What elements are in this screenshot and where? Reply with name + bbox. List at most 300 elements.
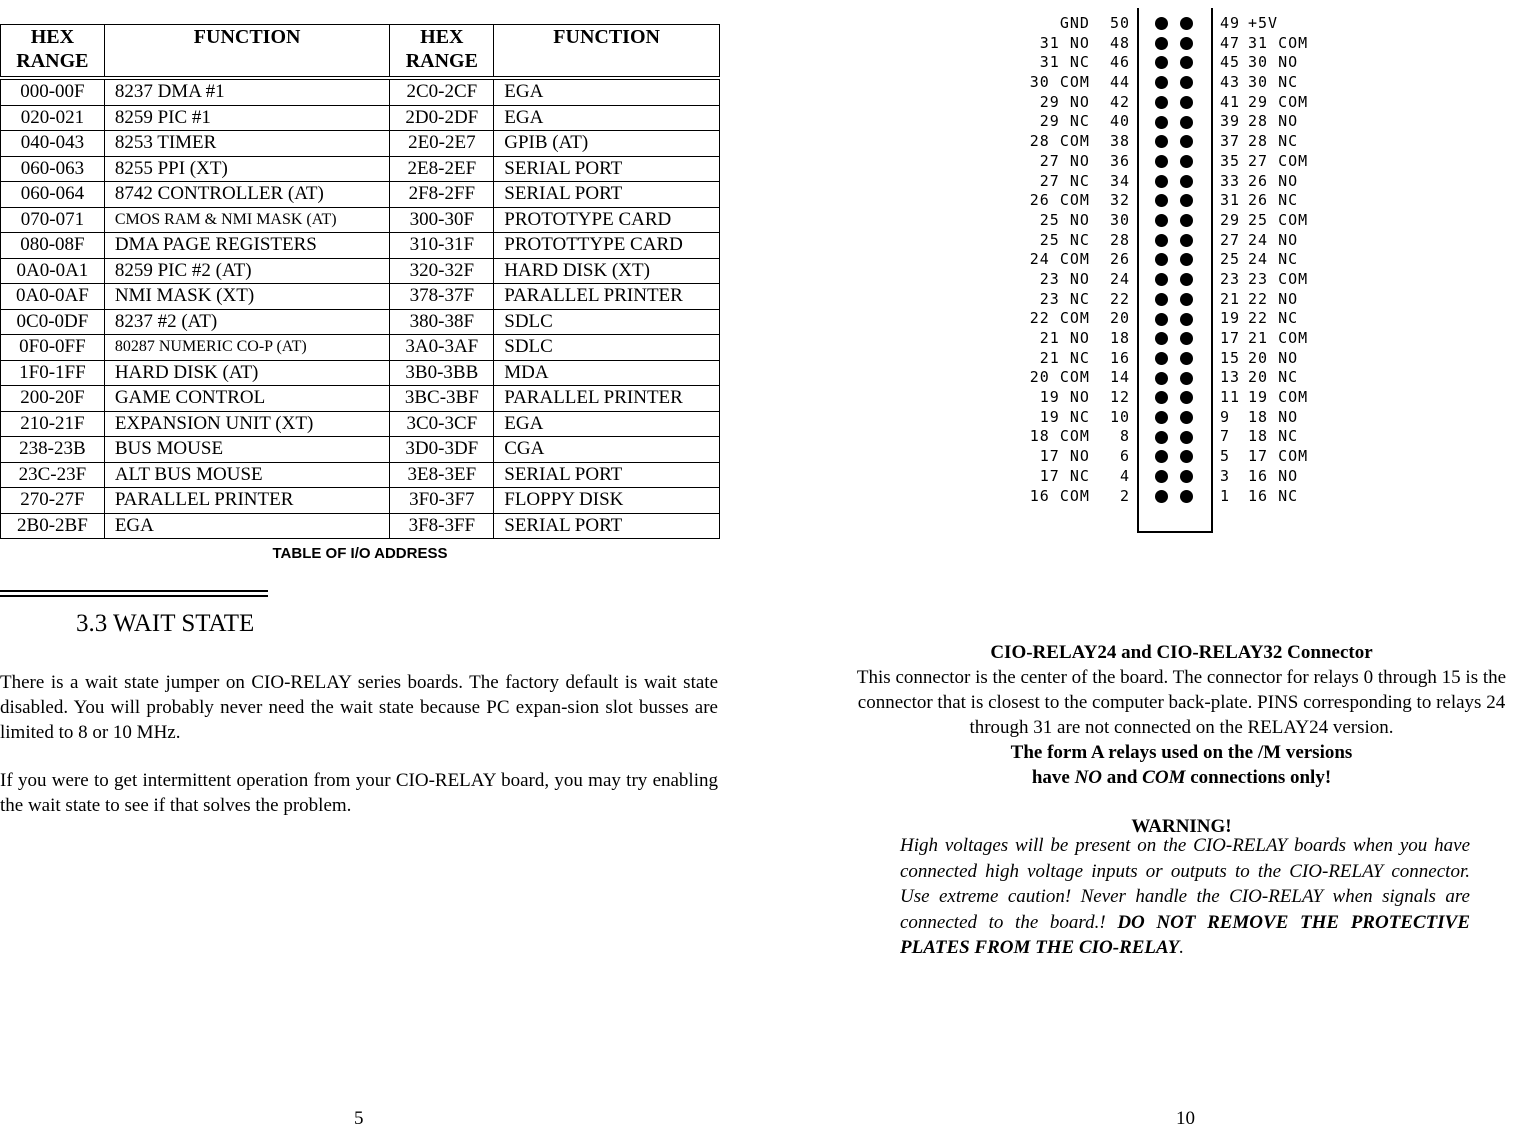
hex-range-cell: 210-21F [1,411,105,437]
pin-signal: 18 COM [1029,427,1090,446]
table-header-row [1,25,720,79]
pin-dot [1155,194,1168,207]
hex-range-cell: 060-064 [1,182,105,208]
pin-number: 32 [1110,191,1131,210]
pin-dot [1155,411,1168,424]
pin-dot [1180,175,1193,188]
pin-number: 19 [1220,309,1241,328]
pin-number: 37 [1220,132,1241,151]
pin-number: 1 [1220,486,1231,505]
table-row [1,488,720,514]
connector-left-pin-label [1020,211,1130,231]
connector-title: CIO-RELAY24 and CIO-RELAY32 Connector [990,642,1373,663]
io-address-table [0,24,720,539]
connector-left-pin-label [1020,93,1130,113]
connector-left-pin-label [1020,250,1130,270]
pin-signal: 20 NC [1248,368,1299,387]
hex-range-cell: 0C0-0DF [1,309,105,335]
hex-range-cell: 070-071 [1,207,105,233]
pin-dot [1155,490,1168,503]
pin-number: 16 [1110,348,1131,367]
table-row [1,207,720,233]
function-cell: EGA [494,78,720,105]
pin-dot [1180,372,1193,385]
function-cell: SDLC [494,335,720,361]
connector-left-pin-label [1020,388,1130,408]
warning-end: . [1179,937,1184,958]
table-row [1,309,720,335]
function-cell: SERIAL PORT [494,513,720,539]
pin-number: 43 [1220,73,1241,92]
hex-range-cell: 3E8-3EF [390,462,494,488]
pin-dot [1155,116,1168,129]
pin-signal: 21 COM [1248,329,1309,347]
pin-dot [1155,37,1168,50]
hex-range-cell: 080-08F [1,233,105,259]
pin-dot [1155,135,1168,148]
hex-range-cell: 060-063 [1,156,105,182]
connector-right-pin-label [1220,53,1360,73]
connector-right-pin-label [1220,408,1360,428]
pin-signal: 30 NC [1248,73,1299,92]
function-cell: CGA [494,437,720,463]
pin-number: 8 [1119,427,1130,446]
table-body [1,78,720,539]
connector-right-pin-label [1220,368,1360,388]
note-have: have [1031,767,1075,788]
pin-number: 48 [1110,33,1131,52]
connector-left-labels [1020,14,1130,506]
pin-number: 31 [1220,191,1241,210]
hex-range-cell: 2B0-2BF [1,513,105,539]
pin-dot [1180,116,1193,129]
warning-title: WARNING! [1131,816,1232,837]
function-cell: EGA [494,411,720,437]
pin-number: 20 [1110,309,1131,328]
hex-range-cell: 2D0-2DF [390,105,494,131]
table-row [1,182,720,208]
pin-signal: 31 NC [1039,53,1090,72]
pin-signal: 25 COM [1248,210,1309,229]
table-row [1,335,720,361]
hex-range-cell: 3C0-3CF [390,411,494,437]
hex-range-cell: 200-20F [1,386,105,412]
connector-right-pin-label [1220,290,1360,310]
pin-dot [1155,431,1168,444]
function-cell: PROTOTYPE CARD [494,207,720,233]
connector-right-pin-label [1220,250,1360,270]
pin-number: 17 [1220,329,1241,347]
pin-signal: 29 COM [1248,92,1309,111]
header-function-1: FUNCTION [104,25,390,79]
pin-signal: 24 NC [1248,250,1299,269]
pin-signal: 20 NO [1248,348,1299,367]
connector-left-pin-label [1020,152,1130,172]
pin-dot [1180,450,1193,463]
hex-range-cell: 310-31F [390,233,494,259]
pin-dot [1180,155,1193,168]
pin-dot [1155,234,1168,247]
pin-number: 24 [1110,269,1131,288]
pin-dot [1180,56,1193,69]
hex-range-cell: 020-021 [1,105,105,131]
section-divider [0,590,268,597]
page-number-right: 10 [1176,1108,1195,1129]
pin-dot [1155,313,1168,326]
pin-number: 13 [1220,368,1241,387]
pin-dot [1180,293,1193,306]
header-hex-range-1: HEX RANGE [1,25,105,79]
connector-left-pin-label [1020,427,1130,447]
function-cell: 8259 PIC #1 [104,105,390,131]
warning-text [900,833,1470,961]
pin-dot [1155,214,1168,227]
function-cell: EXPANSION UNIT (XT) [104,411,390,437]
table-row [1,411,720,437]
function-cell: 80287 NUMERIC CO-P (AT) [104,335,390,361]
hex-range-cell: 3D0-3DF [390,437,494,463]
hex-range-cell: 2E8-2EF [390,156,494,182]
pin-number: 2 [1119,486,1130,505]
pin-signal: 27 COM [1248,151,1309,170]
section-heading: 3.3 WAIT STATE [76,610,255,637]
table-row [1,78,720,105]
hex-range-cell: 0A0-0AF [1,284,105,310]
pin-signal: 23 NC [1039,289,1090,308]
connector-left-pin-label [1020,368,1130,388]
function-cell: SERIAL PORT [494,156,720,182]
pin-signal: 21 NC [1039,348,1090,367]
pin-dot [1180,391,1193,404]
pin-signal: 31 NO [1039,33,1090,52]
pin-dot [1155,96,1168,109]
pin-number: 42 [1110,92,1131,111]
page-number-left: 5 [354,1108,364,1129]
pin-number: 45 [1220,53,1241,72]
pin-signal: 29 NO [1039,92,1090,111]
connector-right-pin-label [1220,270,1360,290]
pin-number: 14 [1110,368,1131,387]
pin-number: 39 [1220,112,1241,131]
pin-number: 18 [1110,329,1131,347]
connector-left-pin-label [1020,14,1130,34]
pin-dot [1180,431,1193,444]
pin-dot [1180,490,1193,503]
connector-left-pin-label [1020,447,1130,467]
table-row [1,437,720,463]
pin-dot [1155,470,1168,483]
pin-number: 9 [1220,407,1231,426]
pin-dot [1180,313,1193,326]
pin-dot [1155,175,1168,188]
hex-range-cell: 320-32F [390,258,494,284]
pin-dot [1155,293,1168,306]
function-cell: 8259 PIC #2 (AT) [104,258,390,284]
hex-range-cell: 2F8-2FF [390,182,494,208]
connector-right-pin-label [1220,349,1360,369]
pin-signal: 24 COM [1029,250,1090,269]
pin-number: 35 [1220,151,1241,170]
pin-signal: 21 NO [1039,329,1090,347]
connector-left-pin-label [1020,73,1130,93]
table-row [1,105,720,131]
note-com: COM [1142,767,1186,788]
pin-signal: 19 COM [1248,388,1309,407]
pin-number: 41 [1220,92,1241,111]
hex-range-cell: 238-23B [1,437,105,463]
pin-signal: GND [1059,14,1090,32]
table-row [1,258,720,284]
connector-left-pin-label [1020,487,1130,507]
hex-range-cell: 3F0-3F7 [390,488,494,514]
connector-left-pin-label [1020,53,1130,73]
connector-left-pin-label [1020,290,1130,310]
warning-body: High voltages will be present on the CIO-RELAY boards when you have connected high voltage inputs or outputs to the CIO-RELAY connector. Use extreme caution! Never handle the CIO-RELAY when signals are connected to the board.! [900,835,1470,933]
pin-dot [1180,411,1193,424]
connector-left-pin-label [1020,132,1130,152]
pin-signal: 22 NC [1248,309,1299,328]
pin-signal: 30 COM [1029,73,1090,92]
pin-signal: 19 NO [1039,388,1090,407]
pin-number: 44 [1110,73,1131,92]
table-row [1,386,720,412]
hex-range-cell: 0A0-0A1 [1,258,105,284]
pin-signal: 28 NO [1248,112,1299,131]
pin-signal: 18 NO [1248,407,1299,426]
pin-number: 29 [1220,210,1241,229]
pin-signal: 26 NC [1248,191,1299,210]
pin-number: 46 [1110,53,1131,72]
hex-range-cell: 2E0-2E7 [390,131,494,157]
pin-number: 11 [1220,388,1241,407]
table-row [1,462,720,488]
connector-right-pin-label [1220,34,1360,54]
pin-signal: 25 NC [1039,230,1090,249]
connector-right-pin-label [1220,388,1360,408]
table-row [1,360,720,386]
connector-right-pin-label [1220,231,1360,251]
function-cell: SERIAL PORT [494,182,720,208]
pin-dot [1155,352,1168,365]
pin-number: 6 [1119,447,1130,466]
pin-number: 49 [1220,14,1241,32]
pin-number: 10 [1110,407,1131,426]
function-cell: PARALLEL PRINTER [104,488,390,514]
pin-number: 22 [1110,289,1131,308]
pin-number: 50 [1110,14,1131,32]
pin-number: 23 [1220,269,1241,288]
note-no: NO [1074,767,1103,788]
connector-right-pin-label [1220,427,1360,447]
function-cell: SERIAL PORT [494,462,720,488]
pin-number: 40 [1110,112,1131,131]
hex-range-cell: 3F8-3FF [390,513,494,539]
pin-signal: 22 COM [1029,309,1090,328]
pin-dot [1155,155,1168,168]
pin-dot [1180,253,1193,266]
header-function-2: FUNCTION [494,25,720,79]
pin-number: 21 [1220,289,1241,308]
connector-left-pin-label [1020,408,1130,428]
connector-left-pin-label [1020,467,1130,487]
table-row [1,156,720,182]
hex-range-cell: 270-27F [1,488,105,514]
hex-range-cell: 2C0-2CF [390,78,494,105]
hex-range-cell: 3B0-3BB [390,360,494,386]
pin-number: 5 [1220,447,1231,466]
connector-text: This connector is the center of the board. The connector for relays 0 through 15 is the connector that is closest to the computer back-plate. PINS corresponding to relays 24 through 31 are not connected on the RELAY24 version. [856,667,1507,738]
pin-dot [1155,56,1168,69]
connector-right-pin-label [1220,73,1360,93]
note-end: connections only! [1185,767,1332,788]
hex-range-cell: 1F0-1FF [1,360,105,386]
hex-range-cell: 3BC-3BF [390,386,494,412]
table-row [1,284,720,310]
connector-right-pin-label [1220,487,1360,507]
pin-number: 15 [1220,348,1241,367]
pin-dot [1180,234,1193,247]
form-a-note-line2 [850,765,1513,790]
pin-signal: 28 COM [1029,132,1090,151]
connector-right-pin-label [1220,309,1360,329]
connector-right-pin-label [1220,467,1360,487]
pin-number: 33 [1220,171,1241,190]
paragraph-intermittent: If you were to get intermittent operation from your CIO-RELAY board, you may try enabling the wait state to see if that solves the problem. [0,770,718,816]
pin-dot [1180,273,1193,286]
hex-range-cell: 300-30F [390,207,494,233]
pin-signal: 28 NC [1248,132,1299,151]
connector-left-pin-label [1020,112,1130,132]
pin-dot [1180,76,1193,89]
hex-range-cell: 23C-23F [1,462,105,488]
pin-number: 27 [1220,230,1241,249]
connector-left-pin-label [1020,172,1130,192]
pin-signal: 23 NO [1039,269,1090,288]
paragraph-wait-state: There is a wait state jumper on CIO-RELAY series boards. The factory default is wait state disabled. You will probably never need the wait state because PC expan-sion slot busses are limited to 8 or 10 MHz. [0,672,718,743]
connector-right-pin-label [1220,152,1360,172]
pin-signal: 24 NO [1248,230,1299,249]
connector-right-pin-label [1220,93,1360,113]
function-cell: HARD DISK (XT) [494,258,720,284]
function-cell: GAME CONTROL [104,386,390,412]
function-cell: HARD DISK (AT) [104,360,390,386]
pin-dot [1180,470,1193,483]
connector-right-pin-label [1220,211,1360,231]
pin-signal: 29 NC [1039,112,1090,131]
pin-number: 3 [1220,466,1231,485]
pin-dot [1180,135,1193,148]
table-row [1,513,720,539]
pin-signal: 16 NO [1248,466,1299,485]
pin-dot [1155,372,1168,385]
connector-right-pin-label [1220,329,1360,349]
function-cell: GPIB (AT) [494,131,720,157]
pin-signal: 27 NO [1039,151,1090,170]
header-hex-range-2: HEX RANGE [390,25,494,79]
function-cell: PROTOTTYPE CARD [494,233,720,259]
pin-dot [1155,253,1168,266]
connector-left-pin-label [1020,231,1130,251]
hex-range-cell: 378-37F [390,284,494,310]
table-row [1,233,720,259]
pin-signal: 17 NC [1039,466,1090,485]
function-cell: ALT BUS MOUSE [104,462,390,488]
pin-signal: 20 COM [1029,368,1090,387]
pin-number: 36 [1110,151,1131,170]
pin-signal: 17 NO [1039,447,1090,466]
connector-left-pin-label [1020,34,1130,54]
pin-dot [1155,273,1168,286]
connector-left-pin-label [1020,329,1130,349]
pin-signal: 31 COM [1248,33,1309,52]
connector-left-pin-label [1020,270,1130,290]
pin-number: 26 [1110,250,1131,269]
pin-dot [1155,332,1168,345]
hex-range-cell: 0F0-0FF [1,335,105,361]
pin-signal: 30 NO [1248,53,1299,72]
pin-dot [1180,37,1193,50]
pin-number: 34 [1110,171,1131,190]
pin-dot [1180,332,1193,345]
hex-range-cell: 000-00F [1,78,105,105]
function-cell: CMOS RAM & NMI MASK (AT) [104,207,390,233]
function-cell: BUS MOUSE [104,437,390,463]
function-cell: MDA [494,360,720,386]
function-cell: 8237 #2 (AT) [104,309,390,335]
function-cell: PARALLEL PRINTER [494,386,720,412]
pin-dot [1180,194,1193,207]
hex-range-cell: 3A0-3AF [390,335,494,361]
hex-range-cell: 380-38F [390,309,494,335]
pin-dot [1155,450,1168,463]
connector-right-pin-label [1220,14,1360,34]
left-page [0,24,720,562]
function-cell: EGA [494,105,720,131]
pin-signal: 16 COM [1029,486,1090,505]
pin-dot [1155,76,1168,89]
form-a-note-line1: The form A relays used on the /M versions [1010,742,1353,763]
pin-signal: 22 NO [1248,289,1299,308]
pin-signal: 18 NC [1248,427,1299,446]
function-cell: DMA PAGE REGISTERS [104,233,390,259]
function-cell: SDLC [494,309,720,335]
function-cell: EGA [104,513,390,539]
table-row [1,131,720,157]
function-cell: PARALLEL PRINTER [494,284,720,310]
pin-signal: 27 NC [1039,171,1090,190]
warning-emphasis: DO NOT REMOVE THE PROTECTIVE PLATES FROM THE CIO-RELAY [900,911,1470,958]
pin-number: 30 [1110,210,1131,229]
pin-dot [1180,17,1193,30]
table-caption: TABLE OF I/O ADDRESS [272,545,448,562]
connector-body [1137,8,1213,533]
pin-dot [1155,17,1168,30]
function-cell: 8253 TIMER [104,131,390,157]
function-cell: NMI MASK (XT) [104,284,390,310]
function-cell: 8255 PPI (XT) [104,156,390,182]
pin-signal: 26 COM [1029,191,1090,210]
connector-right-pin-label [1220,112,1360,132]
connector-right-pin-label [1220,132,1360,152]
pin-number: 4 [1119,466,1130,485]
pin-signal: 23 COM [1248,269,1309,288]
function-cell: 8237 DMA #1 [104,78,390,105]
pin-number: 25 [1220,250,1241,269]
pin-number: 7 [1220,427,1231,446]
pin-number: 28 [1110,230,1131,249]
connector-right-pin-label [1220,447,1360,467]
function-cell: 8742 CONTROLLER (AT) [104,182,390,208]
